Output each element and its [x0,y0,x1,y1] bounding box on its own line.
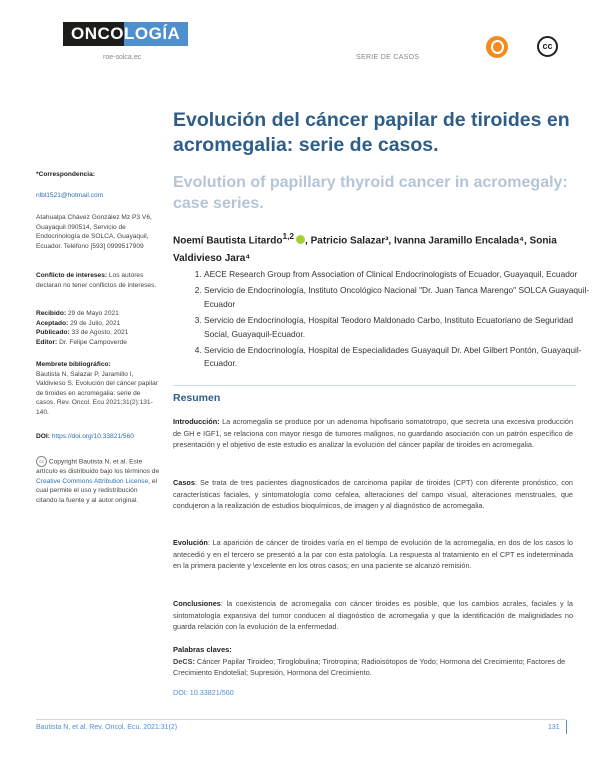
license-link[interactable]: Creative Commons Attribution License [36,477,149,485]
abstract-doi[interactable]: DOI: 10.33821/560 [173,688,234,697]
abstract-conclusions [173,598,573,633]
received-date: 29 de Mayo 2021 [66,310,119,317]
conflict-text: Los autores declaran no tener conflictos de intereses. [36,272,157,289]
affiliation-item: 1. AECE Research Group from Association of Clinical Endocrinologists of Ecuador, Guayaquil, Ecuador [204,268,594,281]
citation-block [36,360,160,418]
conflict-of-interest [36,271,160,290]
journal-logo [63,22,188,46]
article-type-label: SERIE DE CASOS [356,54,420,61]
conflict-label: Conflicto de intereses: [36,272,108,279]
editor-label: Editor: [36,338,58,346]
article-subtitle: Evolution of papillary thyroid cancer in acromegaly: case series. [173,174,568,212]
footer-citation: Bautista N, et al. Rev. Oncol. Ecu. 2021:31(2) [36,724,178,731]
intro-text: La acromegalia se produce por un adenoma hipofisario somatotropo, que secreta una excesiva producción de GH e IGF1, se relaciona con mayor riesgo de tumores malignos, no guardando asociación con un patrón específico de presentación y el objetivo de este estudio es analizar la evolución del cáncer papilar de tiroides en acromegalia. [173,417,573,450]
copyright-post: , el cual permite el uso y redistribución citando la fuente y al autor original. [36,477,157,504]
cases-text: : Se trata de tres pacientes diagnosticados de carcinoma papilar de tiroides (CPT) con diferente pronóstico, con características faciales, y sintomatología como cefalea, alteraciones del campo visual, alteraciones menstruales, que condujeron a la realización de estudios bioquímicos, de imagen y al diagnóstico de acromegalia. [173,478,573,511]
doi-link[interactable]: https://doi.org/10.33821/560 [51,433,134,440]
correspondence-heading: *Correspondencia: [36,171,95,178]
page-number: 131 [548,724,560,731]
received-label: Recibido: [36,310,67,317]
creative-commons-icon: cc [537,36,558,57]
published-date: 33 de Agosto, 2021 [69,329,129,337]
evolution-label: Evolución [173,538,208,547]
resumen-heading: Resumen [173,392,221,404]
keywords-heading: Palabras claves: [173,645,232,654]
correspondence-address: Atahualpa Chávez González Mz P3 V6, Guayaquil 090514, Servicio de Endocrinología de SOLCA, Guayaquil, Ecuador. Teléfono [593] 0999517909 [36,214,152,250]
logo-text-part1: ONCO [63,22,124,46]
author-list [173,227,573,268]
article-title: Evolución del cáncer papilar de tiroides en acromegalia: serie de casos. [173,109,570,156]
affiliation-item: 2. Servicio de Endocrinología, Instituto Oncológico Nacional "Dr. Juan Tanca Marengo" SOLCA Guayaquil-Ecuador [204,284,594,311]
abstract-introduction [173,416,573,451]
correspondence-email [36,191,160,201]
doi-label: DOI: [36,433,50,440]
conclusions-text: : la coexistencia de acromegalia con cáncer tiroides es posible, que los cambios acrales, faciales y la sintomatología expansiva del tumor conducen al diagnóstico de acromegalia y que la identificación de malignidades no guarda relación con la evolución de la enfermedad. [173,599,573,632]
editor-name: Dr. Felipe Campoverde [57,338,127,346]
footer-divider [36,719,566,720]
affiliation-item: 4. Servicio de Endocrinología, Hospital de Especialidades Guayaquil Dr. Abel Gilbert Pontón, Guayaquil-Ecuador. [204,344,594,371]
intro-label: Introducción: [173,417,220,426]
copyright-pre: Copyright Bautista N, et al. Este artículo es distribuido bajo los términos de [36,458,160,475]
footer-bar [566,720,567,734]
evolution-text: : La aparición de cáncer de tiroides varía en el tiempo de evolución de la acromegalia, en dos de los casos lo antecedió y en el tercero se presentó a la par con esta patología. La respuesta al tratamiento en el CPT es indeterminada en la primera paciente y \excelente en los otros casos; en una paciente se alcanzó remisión. [173,538,573,571]
copyright-notice [36,456,160,505]
decs-label: DeCS: [173,657,195,666]
first-author: Noemí Bautista Litardo [173,235,283,247]
accepted-date: 29 de Julio, 2021 [68,319,121,327]
open-access-icon [486,36,508,58]
correspondence-label [36,170,160,180]
citation-text: Bautista N, Salazar P, Jaramillo I, Valdivieso S. Evolución del cáncer papilar de tiroides en acromegalia: serie de casos. Rev. Oncol. Ecu 2021;31(2):131-140. [36,370,158,416]
logo-text-part2: LOGÍA [124,22,188,46]
keywords-decs [173,656,573,678]
section-divider [173,385,576,386]
affiliation-list [188,268,594,374]
other-authors: , Patricio Salazar³, Ivanna Jaramillo Encalada⁴, Sonia Valdivieso Jara⁴ [173,235,557,265]
first-author-affil: 1,2 [282,231,295,241]
abstract-cases [173,477,573,512]
orcid-icon[interactable] [296,235,305,244]
citation-label: Membrete bibliográfico: [36,361,111,368]
conclusions-label: Conclusiones [173,599,221,608]
email-link[interactable]: nlbl1521@hotmail.com [36,192,104,199]
cases-label: Casos [173,478,195,487]
accepted-label: Aceptado: [36,319,69,327]
published-label: Publicado: [36,329,70,337]
affiliation-item: 3. Servicio de Endocrinología, Hospital Teodoro Maldonado Carbo, Instituto Ecuatoriano de Seguridad Social, Guayaquil-Ecuador. [204,314,594,341]
dates-block [36,309,160,347]
sidebar-doi [36,432,160,442]
journal-site-link[interactable]: roe-solca.ec [103,54,142,61]
cc-mini-icon: cc [36,456,47,467]
abstract-evolution [173,537,573,572]
decs-text: Cáncer Papilar Tiroideo; Tiroglobulina; Tirotropina; Radioisótopos de Yodo; Hormona del Crecimiento; Factores de Crecimiento Endotelial; Supresión, Hormona del Crecimiento. [173,657,566,677]
